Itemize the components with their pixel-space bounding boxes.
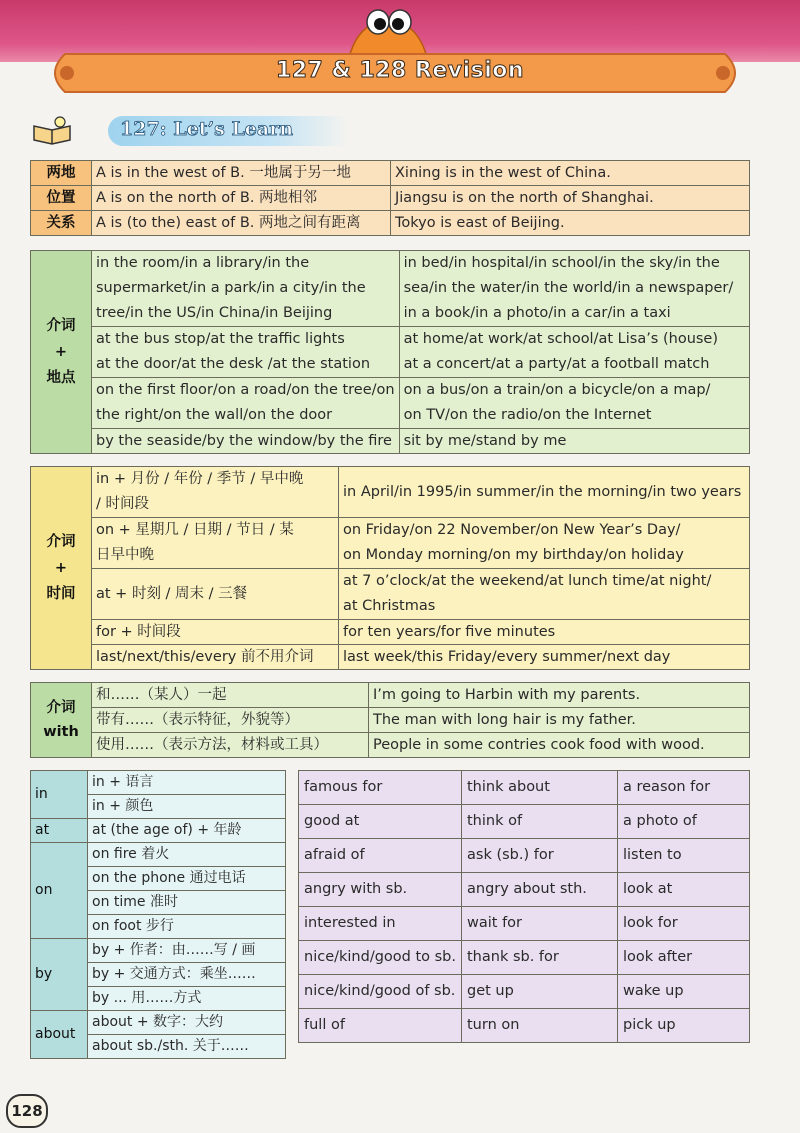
prep-cell: at (31, 819, 88, 843)
phrase-cell: afraid of (299, 839, 462, 873)
text-line: sea/in the water/in the world/in a newspaper/ (403, 280, 734, 296)
text-line: in + 月份 / 年份 / 季节 / 早中晚 (96, 471, 304, 487)
text-line: at the bus stop/at the traffic lights (96, 331, 345, 347)
phrase-cell: ask (sb.) for (462, 839, 618, 873)
table-row (299, 941, 750, 975)
prep-misc-table (30, 770, 286, 1059)
location-relation-table (30, 160, 750, 236)
phrase-cell: a photo of (618, 805, 750, 839)
right-cell (399, 378, 749, 429)
phrase-cell: good at (299, 805, 462, 839)
table-row (299, 907, 750, 941)
phrase-cell: look at (618, 873, 750, 907)
usage-cell: by + 交通方式：乘坐…… (88, 963, 286, 987)
text-line: on Friday/on 22 November/on New Year’s Day/ (343, 522, 681, 538)
phrase-cell: angry about sth. (462, 873, 618, 907)
meaning-cell: 带有……（表示特征，外貌等） (92, 708, 369, 733)
text-line: supermarket/in a park/in a city/in the (96, 280, 366, 296)
example-cell: I’m going to Harbin with my parents. (369, 683, 750, 708)
text-line: tree/in the US/in China/in Beijing (96, 305, 333, 321)
prep-cell: on (31, 843, 88, 939)
meaning-cell: 和……（某人）一起 (92, 683, 369, 708)
table-row (31, 771, 286, 795)
phrase-cell: a reason for (618, 771, 750, 805)
rule-cell: A is on the north of B. 两地相邻 (92, 186, 391, 211)
phrase-cell: wait for (462, 907, 618, 941)
category-line: + (54, 560, 68, 576)
usage-cell: about sb./sth. 关于…… (88, 1035, 286, 1059)
phrase-cell: thank sb. for (462, 941, 618, 975)
phrase-cell: look after (618, 941, 750, 975)
table-row (31, 211, 750, 236)
table-row (299, 873, 750, 907)
text-line: at Christmas (343, 598, 436, 614)
table-row (31, 569, 750, 620)
table-row (31, 467, 750, 518)
text-line: on the first floor/on a road/on the tree/on (96, 382, 395, 398)
example-cell: Jiangsu is on the north of Shanghai. (391, 186, 750, 211)
usage-cell: in + 语言 (88, 771, 286, 795)
table-row (31, 708, 750, 733)
table-row (299, 839, 750, 873)
table-row (31, 939, 286, 963)
text-line: in bed/in hospital/in school/in the sky/in the (403, 255, 720, 271)
text-line: at 7 o’clock/at the weekend/at lunch time/at night/ (343, 573, 712, 589)
phrase-cell: famous for (299, 771, 462, 805)
usage-cell: at (the age of) + 年龄 (88, 819, 286, 843)
usage-cell: on foot 步行 (88, 915, 286, 939)
phrase-cell: nice/kind/good of sb. (299, 975, 462, 1009)
table-row (31, 843, 286, 867)
table-row (31, 683, 750, 708)
usage-cell: on fire 着火 (88, 843, 286, 867)
mascot-icon (340, 4, 436, 56)
prep-place-table (30, 250, 750, 454)
example-cell (339, 569, 750, 620)
text-line: on Monday morning/on my birthday/on holiday (343, 547, 684, 563)
section-title (108, 116, 348, 146)
usage-cell: by ... 用……方式 (88, 987, 286, 1011)
prep-with-table (30, 682, 750, 758)
category-line: + (54, 344, 68, 360)
text-line: at home/at work/at school/at Lisa’s (house) (403, 331, 719, 347)
example-cell: Tokyo is east of Beijing. (391, 211, 750, 236)
table-row (31, 819, 286, 843)
category-cell: 位置 (31, 186, 92, 211)
category-cell (31, 251, 92, 454)
text-line: on a bus/on a train/on a bicycle/on a map/ (403, 382, 711, 398)
table-row (31, 186, 750, 211)
usage-cell: in + 颜色 (88, 795, 286, 819)
table-row (31, 620, 750, 645)
table-row (31, 518, 750, 569)
example-cell: for ten years/for five minutes (339, 620, 750, 645)
text-line: at the door/at the desk /at the station (96, 356, 371, 372)
right-cell: sit by me/stand by me (399, 429, 749, 454)
table-row (299, 805, 750, 839)
right-cell (399, 251, 749, 327)
example-cell (339, 518, 750, 569)
section-title-text: 127: Let’s Learn (120, 118, 294, 140)
left-cell (92, 378, 400, 429)
category-cell (31, 683, 92, 758)
phrase-cell: think about (462, 771, 618, 805)
category-line: 介词 (46, 700, 76, 716)
text-line: on + 星期几 / 日期 / 节日 / 某 (96, 522, 294, 538)
rule-cell: A is (to the) east of B. 两地之间有距离 (92, 211, 391, 236)
phrase-cell: full of (299, 1009, 462, 1043)
usage-cell: by + 作者：由……写 / 画 (88, 939, 286, 963)
book-icon (30, 114, 74, 148)
table-row (299, 975, 750, 1009)
usage-cell: on the phone 通过电话 (88, 867, 286, 891)
table-row (299, 771, 750, 805)
prep-cell: in (31, 771, 88, 819)
table-row (31, 1011, 286, 1035)
table-row (31, 645, 750, 670)
example-cell: Xining is in the west of China. (391, 161, 750, 186)
text-line: in the room/in a library/in the (96, 255, 310, 271)
phrase-cell: angry with sb. (299, 873, 462, 907)
prep-cell: about (31, 1011, 88, 1059)
phrase-cell: interested in (299, 907, 462, 941)
category-line: 介词 (46, 534, 76, 550)
phrase-cell: wake up (618, 975, 750, 1009)
category-line: 地点 (46, 370, 76, 386)
category-line: with (43, 724, 79, 740)
table-row (299, 1009, 750, 1043)
example-cell: in April/in 1995/in summer/in the morning/in two years (339, 467, 750, 518)
left-cell (92, 251, 400, 327)
table-row (31, 161, 750, 186)
category-cell: 两地 (31, 161, 92, 186)
text-line: the right/on the wall/on the door (96, 407, 333, 423)
example-cell: People in some contries cook food with wood. (369, 733, 750, 758)
usage-cell: on time 准时 (88, 891, 286, 915)
left-cell: by the seaside/by the window/by the fire (92, 429, 400, 454)
category-cell: 关系 (31, 211, 92, 236)
phrase-cell: pick up (618, 1009, 750, 1043)
example-cell: last week/this Friday/every summer/next day (339, 645, 750, 670)
phrase-cell: look for (618, 907, 750, 941)
usage-cell: about + 数字：大约 (88, 1011, 286, 1035)
left-cell (92, 327, 400, 378)
phrase-cell: think of (462, 805, 618, 839)
category-cell (31, 467, 92, 670)
page-title: 127 & 128 Revision (275, 58, 525, 83)
category-line: 介词 (46, 318, 76, 334)
text-line: / 时间段 (96, 496, 149, 512)
text-line: in a book/in a photo/in a car/in a taxi (403, 305, 671, 321)
phrase-cell: get up (462, 975, 618, 1009)
meaning-cell: 使用……（表示方法，材料或工具） (92, 733, 369, 758)
rule-cell: A is in the west of B. 一地属于另一地 (92, 161, 391, 186)
text-line: on TV/on the radio/on the Internet (403, 407, 652, 423)
rule-cell (92, 518, 339, 569)
example-cell: The man with long hair is my father. (369, 708, 750, 733)
prep-cell: by (31, 939, 88, 1011)
right-cell (399, 327, 749, 378)
rule-cell: last/next/this/every 前不用介词 (92, 645, 339, 670)
rule-cell: at + 时刻 / 周末 / 三餐 (92, 569, 339, 620)
page-number: 128 (6, 1094, 48, 1128)
phrase-cell: nice/kind/good to sb. (299, 941, 462, 975)
rule-cell: for + 时间段 (92, 620, 339, 645)
table-row (31, 429, 750, 454)
phrase-cell: listen to (618, 839, 750, 873)
text-line: at a concert/at a party/at a football match (403, 356, 710, 372)
category-line: 时间 (46, 586, 76, 602)
table-row (31, 733, 750, 758)
rule-cell (92, 467, 339, 518)
prep-time-table (30, 466, 750, 670)
text-line: 日早中晚 (96, 547, 154, 563)
phrase-cell: turn on (462, 1009, 618, 1043)
phrases-table (298, 770, 750, 1043)
